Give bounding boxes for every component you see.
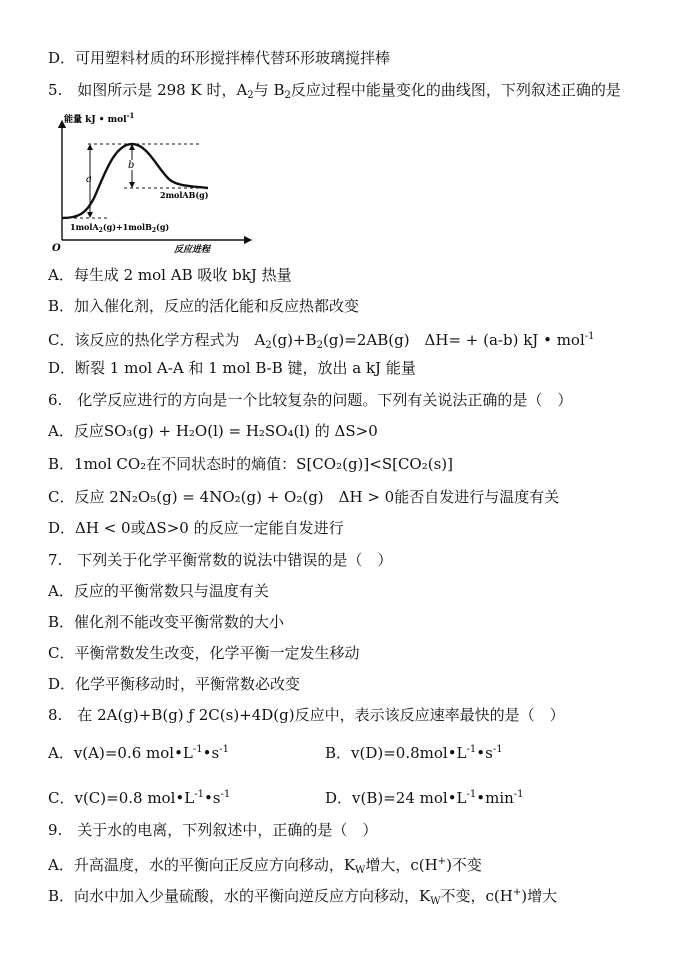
q8-option-d <box>325 785 524 808</box>
q5-option-c <box>48 327 595 356</box>
superscript: -1 <box>492 744 503 755</box>
q6-option-a: A．反应SO₃(g) + H₂O(l) = H₂SO₄(l) 的 ΔS>0 <box>48 422 378 440</box>
energy-diagram <box>48 110 280 256</box>
q9-option-a <box>48 852 482 881</box>
origin-label: O <box>52 243 61 254</box>
subscript: W <box>355 865 366 876</box>
option-text: C．v(C)=0.8 mol•L <box>48 789 195 807</box>
option-text: B．v(D)=0.8mol•L <box>325 744 467 762</box>
q5-stem-text: 与 B <box>253 81 285 99</box>
subscript: 2 <box>265 340 272 351</box>
superscript: -1 <box>194 789 204 800</box>
option-text: A．升高温度，水的平衡向正反应方向移动，K <box>48 856 356 874</box>
q7-option-d: D．化学平衡移动时，平衡常数必改变 <box>48 675 301 693</box>
q8-option-b <box>325 740 503 763</box>
superscript: -1 <box>466 789 477 800</box>
superscript: -1 <box>513 789 524 800</box>
q5-option-b: B．加入催化剂，反应的活化能和反应热都改变 <box>48 297 360 315</box>
q9-option-b <box>48 883 557 912</box>
option-text: 不变，c(H <box>440 887 513 905</box>
reactant-label: 1molA$_2$(g)+1molB$_2$(g) <box>70 222 170 234</box>
q8-option-a <box>48 740 229 763</box>
energy-curve <box>62 144 208 218</box>
label-a: a <box>86 174 92 185</box>
y-axis-label: 能量 kJ • mol$^{-1}$ <box>64 111 135 125</box>
q6-option-d: D．ΔH < 0或ΔS>0 的反应一定能自发进行 <box>48 519 344 537</box>
label-b: b <box>128 160 135 171</box>
option-text: B．向水中加入少量硫酸，水的平衡向逆反应方向移动，K <box>48 887 431 905</box>
option-text: •min <box>476 789 514 807</box>
q4-option-d: D．可用塑料材质的环形搅拌棒代替环形玻璃搅拌棒 <box>48 49 391 67</box>
q7-option-c: C．平衡常数发生改变，化学平衡一定发生移动 <box>48 644 360 662</box>
superscript: -1 <box>219 744 229 755</box>
option-text: •s <box>203 789 221 807</box>
option-text: )增大 <box>521 887 558 905</box>
subscript: W <box>430 896 441 907</box>
superscript: + <box>437 856 447 867</box>
superscript: -1 <box>220 789 231 800</box>
q6-option-c: C．反应 2N₂O₅(g) = 4NO₂(g) + O₂(g) ΔH > 0能否自发进行与温度有关 <box>48 488 560 506</box>
option-text: •s <box>202 744 220 762</box>
x-axis-label: 反应进程 <box>174 245 211 255</box>
superscript: -1 <box>584 331 595 342</box>
option-text: A．v(A)=0.6 mol•L <box>48 744 193 762</box>
q7-option-a: A．反应的平衡常数只与温度有关 <box>48 582 269 600</box>
q8-option-c <box>48 785 230 808</box>
q5-stem <box>48 80 621 106</box>
option-text: (g)+B <box>271 331 317 349</box>
subscript: 2 <box>247 90 254 101</box>
subscript: 2 <box>284 90 291 101</box>
subscript: 2 <box>316 340 323 351</box>
option-text: )不变 <box>446 856 482 874</box>
option-text: •s <box>476 744 493 762</box>
option-text: 增大，c(H <box>365 856 438 874</box>
option-text: (g)=2AB(g) ΔH= + (a-b) kJ • mol <box>322 331 585 349</box>
q5-option-a: A．每生成 2 mol AB 吸收 bkJ 热量 <box>48 266 292 284</box>
q5-stem-text: 5. 如图所示是 298 K 时，A <box>48 81 248 99</box>
option-text: D．v(B)=24 mol•L <box>325 789 467 807</box>
q5-option-d: D．断裂 1 mol A-A 和 1 mol B-B 键，放出 a kJ 能量 <box>48 359 416 377</box>
q9-stem: 9. 关于水的电离，下列叙述中，正确的是（ ） <box>48 821 378 839</box>
q7-stem: 7. 下列关于化学平衡常数的说法中错误的是（ ） <box>48 551 393 569</box>
q6-option-b: B．1mol CO₂在不同状态时的熵值：S[CO₂(g)]<S[CO₂(s)] <box>48 455 453 473</box>
q6-stem: 6. 化学反应进行的方向是一个比较复杂的问题。下列有关说法正确的是（ ） <box>48 391 573 409</box>
product-label: 2molAB(g) <box>160 190 209 200</box>
q8-stem: 8. 在 2A(g)+B(g) ƒ 2C(s)+4D(g)反应中，表示该反应速率最快的是（ ） <box>48 706 565 724</box>
superscript: + <box>512 887 522 898</box>
option-text: C．该反应的热化学方程式为 A <box>48 331 266 349</box>
superscript: -1 <box>466 744 477 755</box>
q5-stem-text: 反应过程中能量变化的曲线图，下列叙述正确的是 <box>290 81 621 99</box>
q7-option-b: B．催化剂不能改变平衡常数的大小 <box>48 613 285 631</box>
superscript: -1 <box>192 744 203 755</box>
